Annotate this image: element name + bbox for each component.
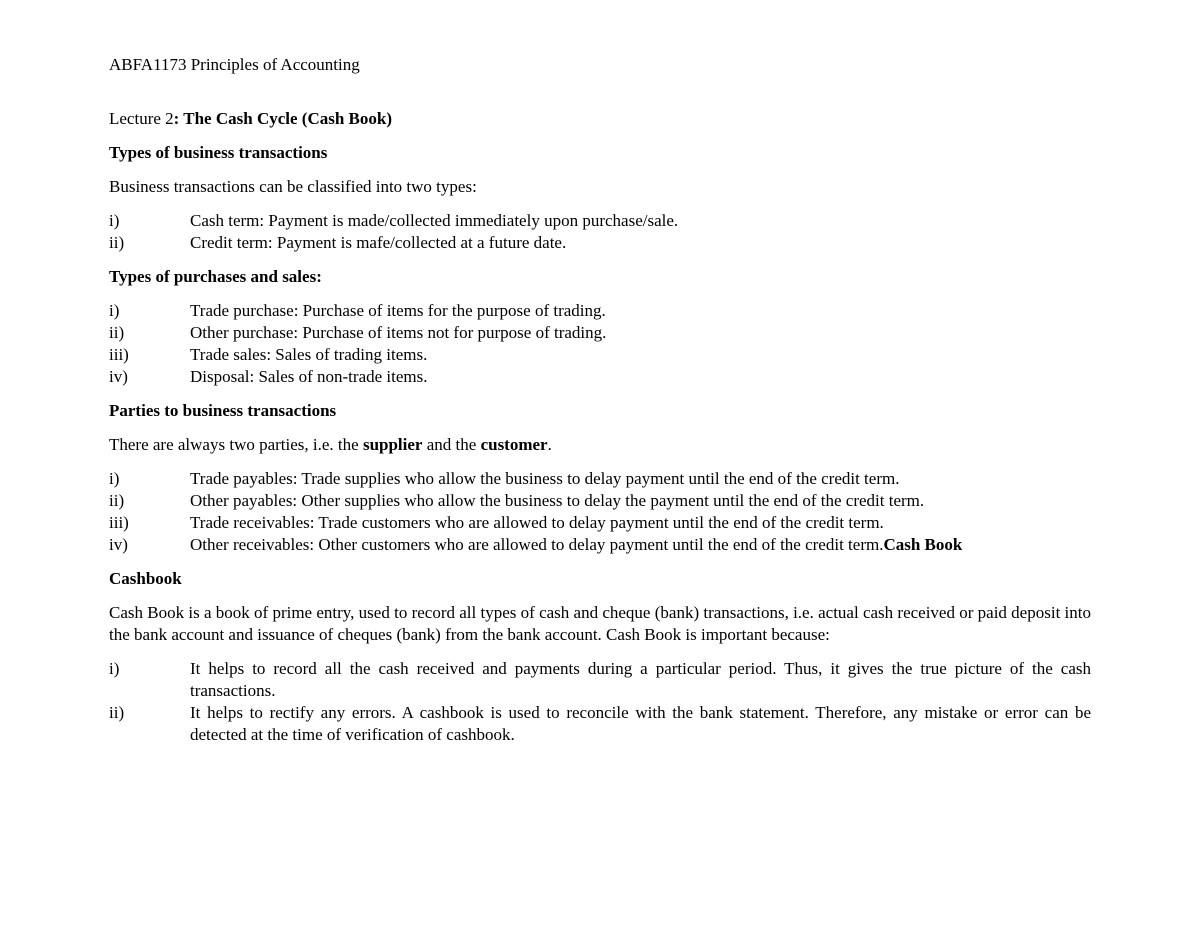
section-intro-transaction-types: Business transactions can be classified into two types:: [109, 177, 477, 196]
intro-text-start: There are always two parties, i.e. the: [109, 435, 363, 454]
list-item-text: It helps to record all the cash received and payments during a particular period. Thus, it gives the true picture of the cash transactions.: [190, 659, 1091, 700]
list-item-number: ii): [109, 323, 125, 342]
list-item-text: Other purchase: Purchase of items not for purpose of trading.: [190, 323, 607, 342]
list-item-text: [190, 534, 1091, 556]
list-item-number: i): [109, 301, 120, 320]
list-item-number: ii): [109, 233, 125, 252]
list-item: [109, 210, 1091, 232]
list-item-body: Other receivables: Other customers who are allowed to delay payment until the end of the credit term.: [190, 535, 884, 554]
supplier-term: supplier: [362, 435, 423, 454]
list-item-number: iii): [109, 513, 129, 532]
list-item-text: Trade payables: Trade supplies who allow the business to delay payment until the end of the credit term.: [190, 469, 900, 488]
list-item-number: iv): [109, 367, 128, 386]
cashbook-description: Cash Book is a book of prime entry, used to record all types of cash and cheque (bank) transactions, i.e. actual cash received or paid deposit into the bank account and issuance of cheques (bank) from the bank account. Cash Book is important because:: [109, 603, 1091, 644]
intro-text-end: .: [547, 435, 552, 454]
list-item-text: Other payables: Other supplies who allow the business to delay the payment until the end of the credit term.: [190, 491, 925, 510]
list-item-number: i): [109, 469, 120, 488]
list-item-number: iii): [109, 345, 129, 364]
section-heading-parties: Parties to business transactions: [109, 401, 337, 420]
purchases-sales-list: [109, 300, 1091, 388]
course-title: ABFA1173 Principles of Accounting: [109, 55, 360, 74]
list-item-text: Credit term: Payment is mafe/collected at a future date.: [190, 233, 567, 252]
list-item: [109, 702, 1091, 746]
list-item: [109, 322, 1091, 344]
section-heading-purchases-sales: Types of purchases and sales:: [109, 267, 322, 286]
list-item: [109, 512, 1091, 534]
lecture-heading: : The Cash Cycle (Cash Book): [173, 109, 392, 128]
list-item: [109, 300, 1091, 322]
list-item-number: ii): [109, 703, 125, 722]
list-item: [109, 344, 1091, 366]
stray-heading-cash-book: Cash Book: [883, 535, 963, 554]
section-intro-parties: [109, 434, 1091, 456]
list-item-number: i): [109, 211, 120, 230]
list-item: [109, 490, 1091, 512]
list-item: [109, 468, 1091, 490]
list-item-number: ii): [109, 491, 125, 510]
list-item-text: Cash term: Payment is made/collected immediately upon purchase/sale.: [190, 211, 679, 230]
lecture-prefix: Lecture 2: [109, 109, 174, 128]
list-item-text: Trade sales: Sales of trading items.: [190, 345, 428, 364]
list-item: [109, 658, 1091, 702]
list-item-text: It helps to rectify any errors. A cashbook is used to reconcile with the bank statement. Therefore, any mistake or error can be detected at the time of verification of cashbook.: [190, 703, 1091, 744]
cashbook-importance-list: [109, 658, 1091, 746]
list-item: [109, 534, 1091, 556]
document-page: [109, 54, 1091, 758]
list-item-text: Disposal: Sales of non-trade items.: [190, 367, 428, 386]
section-heading-cashbook: Cashbook: [109, 569, 182, 588]
parties-list: [109, 468, 1091, 556]
list-item-number: iv): [109, 535, 128, 554]
transaction-types-list: [109, 210, 1091, 254]
list-item-text: Trade receivables: Trade customers who are allowed to delay payment until the end of the credit term.: [190, 513, 884, 532]
list-item: [109, 366, 1091, 388]
list-item-number: i): [109, 659, 120, 678]
lecture-title: [109, 108, 1091, 130]
list-item: [109, 232, 1091, 254]
customer-term: customer: [480, 435, 548, 454]
section-heading-transaction-types: Types of business transactions: [109, 143, 328, 162]
intro-text-mid: and the: [422, 435, 481, 454]
list-item-text: Trade purchase: Purchase of items for the purpose of trading.: [190, 301, 606, 320]
